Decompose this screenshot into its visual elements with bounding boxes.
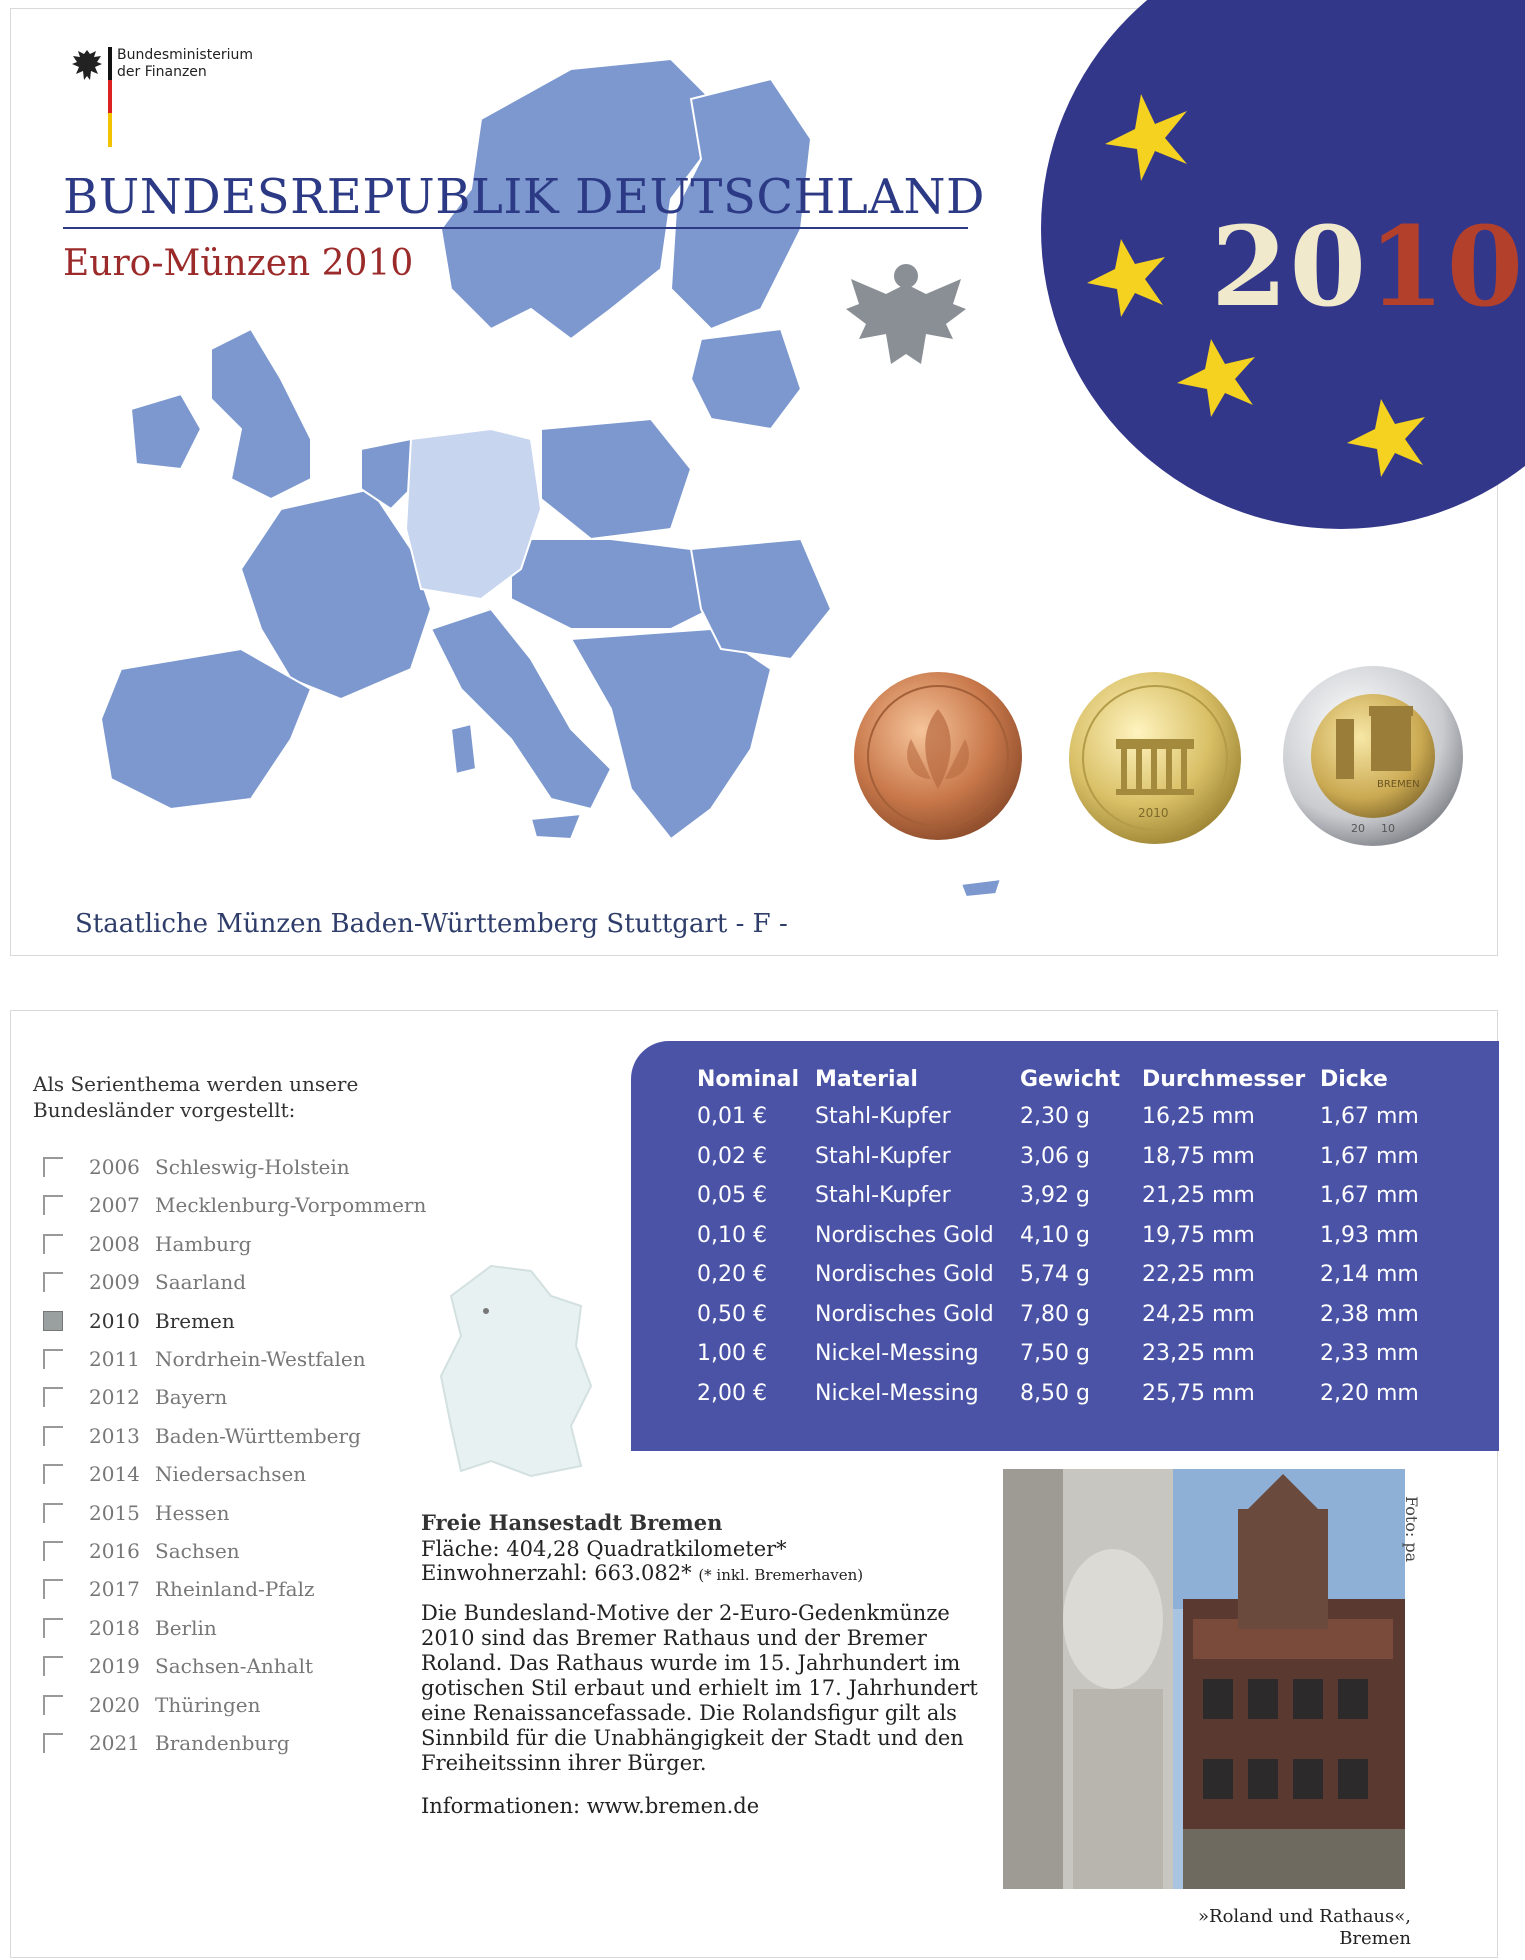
cell-weight: 7,80 g — [1020, 1301, 1090, 1327]
series-year: 2013 — [89, 1423, 140, 1448]
checkbox — [43, 1387, 63, 1407]
series-state: Nordrhein-Westfalen — [155, 1347, 366, 1371]
state-info-link[interactable]: Informationen: www.bremen.de — [421, 1794, 760, 1818]
cell-nominal: 0,02 € — [697, 1143, 767, 1169]
cell-material: Stahl-Kupfer — [815, 1143, 951, 1169]
year-part-1: 20 — [1211, 202, 1369, 331]
coin-2-euro-bremen — [1281, 664, 1466, 849]
photo-credit: Foto: pa — [1402, 1496, 1421, 1563]
state-population-line — [421, 1561, 981, 1587]
coin-bremen-label: BREMEN — [1377, 779, 1420, 790]
series-state: Bremen — [155, 1308, 235, 1333]
series-state: Rheinland-Pfalz — [155, 1577, 315, 1602]
series-state: Saarland — [155, 1270, 247, 1295]
photo-caption — [1091, 1906, 1411, 1950]
table-row — [697, 1334, 1430, 1374]
map-cyprus — [961, 879, 1001, 897]
cell-nominal: 0,10 € — [697, 1222, 767, 1248]
cell-weight: 3,92 g — [1020, 1183, 1090, 1209]
ministry-line-2: der Finanzen — [117, 64, 207, 80]
cell-material: Nordisches Gold — [815, 1301, 994, 1327]
table-row — [697, 1295, 1430, 1335]
roland-rathaus-photo — [1003, 1469, 1405, 1889]
checkbox — [43, 1234, 63, 1254]
star-icon — [1347, 399, 1425, 477]
series-intro: Als Serienthema werden unsere Bundesländer vorgestellt: — [33, 1072, 359, 1122]
series-state: Mecklenburg-Vorpommern — [155, 1193, 427, 1218]
series-year: 2006 — [89, 1155, 140, 1179]
coin-20-year: 2010 — [1138, 806, 1169, 820]
state-area: Fläche: 404,28 Quadratkilometer* — [421, 1537, 787, 1561]
ministry-line-1: Bundesministerium — [117, 47, 253, 63]
table-row — [697, 1216, 1430, 1256]
front-cover — [10, 8, 1525, 956]
cell-thickness: 2,33 mm — [1320, 1341, 1419, 1367]
title-divider — [63, 227, 968, 229]
star-icon — [1087, 239, 1165, 317]
cell-thickness: 1,67 mm — [1320, 1104, 1419, 1130]
cell-thickness: 1,93 mm — [1320, 1222, 1419, 1248]
cell-diameter: 24,25 mm — [1142, 1301, 1255, 1327]
cell-thickness: 2,20 mm — [1320, 1380, 1419, 1406]
cell-weight: 8,50 g — [1020, 1380, 1090, 1406]
caption-line-1: »Roland und Rathaus«, — [1198, 1906, 1411, 1927]
checkbox — [43, 1656, 63, 1676]
series-state: Sachsen — [155, 1539, 240, 1563]
checkbox — [43, 1579, 63, 1599]
table-row — [697, 1097, 1430, 1137]
checkbox — [43, 1426, 63, 1446]
table-row — [697, 1176, 1430, 1216]
cell-diameter: 23,25 mm — [1142, 1341, 1255, 1367]
state-population-note: (* inkl. Bremerhaven) — [698, 1566, 864, 1584]
checkbox — [43, 1695, 63, 1715]
table-row — [697, 1137, 1430, 1177]
series-year: 2012 — [89, 1385, 140, 1410]
checkbox — [43, 1349, 63, 1369]
germany-map — [431, 1256, 601, 1486]
cell-weight: 7,50 g — [1020, 1341, 1090, 1367]
cell-material: Nordisches Gold — [815, 1222, 994, 1248]
state-info — [421, 1511, 981, 1818]
state-title: Freie Hansestadt Bremen — [421, 1510, 723, 1535]
cell-thickness: 2,14 mm — [1320, 1262, 1419, 1288]
series-year: 2020 — [89, 1692, 140, 1717]
series-state: Berlin — [155, 1615, 217, 1640]
series-state: Sachsen-Anhalt — [155, 1654, 314, 1679]
cell-diameter: 19,75 mm — [1142, 1222, 1255, 1248]
state-description: Die Bundesland-Motive der 2-Euro-Gedenkmünze 2010 sind das Bremer Rathaus und der Bremer Roland. Das Rathaus wurde im 15. Jahrhundert im gotischen Stil erbaut und erhielt im 17. Jahrhundert eine Renaissancefassade. Die Rolandsfigur gilt als Sinnbild für die Unabhängigkeit der Stadt und den Freiheitssinn ihrer Bürger. — [421, 1601, 978, 1775]
specs-header-row — [697, 1061, 1430, 1097]
checkbox — [43, 1464, 63, 1484]
series-year: 2018 — [89, 1615, 140, 1640]
checkbox — [43, 1733, 63, 1753]
cell-diameter: 16,25 mm — [1142, 1104, 1255, 1130]
checkbox — [43, 1157, 63, 1177]
map-iberia — [101, 649, 311, 809]
map-balkans — [571, 629, 771, 839]
col-diameter: Durchmesser — [1142, 1066, 1306, 1092]
specs-table — [697, 1061, 1430, 1413]
cell-material: Stahl-Kupfer — [815, 1183, 951, 1209]
series-year: 2009 — [89, 1270, 140, 1295]
cell-nominal: 0,05 € — [697, 1183, 767, 1209]
col-weight: Gewicht — [1020, 1066, 1121, 1092]
cell-weight: 4,10 g — [1020, 1222, 1090, 1248]
series-state: Hessen — [155, 1500, 230, 1525]
checkbox — [43, 1618, 63, 1638]
cell-thickness: 1,67 mm — [1320, 1183, 1419, 1209]
table-row — [697, 1255, 1430, 1295]
checkbox — [43, 1272, 63, 1292]
series-state: Baden-Württemberg — [155, 1423, 361, 1448]
cell-nominal: 2,00 € — [697, 1380, 767, 1406]
cell-material: Nordisches Gold — [815, 1262, 994, 1288]
map-uk — [211, 329, 311, 499]
cell-material: Nickel-Messing — [815, 1380, 979, 1406]
series-year: 2017 — [89, 1577, 140, 1602]
cell-nominal: 0,20 € — [697, 1262, 767, 1288]
coin-year-left: 20 — [1351, 822, 1365, 835]
page-title: BUNDESREPUBLIK DEUTSCHLAND — [63, 169, 985, 225]
state-population: Einwohnerzahl: 663.082* — [421, 1561, 692, 1585]
year-part-2: 10 — [1368, 202, 1525, 331]
cell-material: Nickel-Messing — [815, 1341, 979, 1367]
back-cover — [10, 1010, 1498, 1958]
checkbox — [43, 1503, 63, 1523]
cell-weight: 2,30 g — [1020, 1104, 1090, 1130]
series-state: Niedersachsen — [155, 1462, 307, 1487]
series-year: 2019 — [89, 1654, 140, 1679]
cell-diameter: 21,25 mm — [1142, 1183, 1255, 1209]
cell-weight: 5,74 g — [1020, 1262, 1090, 1288]
table-row — [697, 1374, 1430, 1414]
coin-year-right: 10 — [1381, 822, 1395, 835]
cell-nominal: 1,00 € — [697, 1341, 767, 1367]
series-state: Thüringen — [155, 1692, 261, 1717]
map-baltics — [691, 329, 801, 429]
series-state: Bayern — [155, 1385, 228, 1410]
series-year: 2010 — [89, 1308, 140, 1333]
star-icon — [1105, 94, 1187, 181]
map-poland — [541, 419, 691, 539]
cell-diameter: 18,75 mm — [1142, 1143, 1255, 1169]
map-sicily — [531, 814, 581, 839]
cell-weight: 3,06 g — [1020, 1143, 1090, 1169]
series-year: 2015 — [89, 1500, 140, 1525]
map-ireland — [131, 394, 201, 469]
series-year: 2008 — [89, 1231, 140, 1256]
cell-thickness: 1,67 mm — [1320, 1143, 1419, 1169]
checkbox-checked — [43, 1311, 63, 1331]
series-year: 2016 — [89, 1539, 140, 1563]
federal-eagle-icon — [841, 254, 971, 374]
page-subtitle: Euro-Münzen 2010 — [63, 243, 414, 284]
series-year: 2007 — [89, 1193, 140, 1218]
col-nominal: Nominal — [697, 1066, 800, 1092]
cell-diameter: 22,25 mm — [1142, 1262, 1255, 1288]
checkbox — [43, 1541, 63, 1561]
series-year: 2011 — [89, 1347, 140, 1371]
checkbox — [43, 1195, 63, 1215]
coin-5-cent — [851, 669, 1026, 844]
cell-nominal: 0,50 € — [697, 1301, 767, 1327]
star-icon — [1177, 339, 1255, 417]
series-state: Brandenburg — [155, 1731, 290, 1755]
caption-line-2: Bremen — [1339, 1928, 1411, 1949]
series-state: Schleswig-Holstein — [155, 1155, 350, 1179]
bremen-marker-icon — [483, 1308, 489, 1314]
cell-nominal: 0,01 € — [697, 1104, 767, 1130]
year-badge — [1211, 202, 1525, 331]
col-material: Material — [815, 1066, 918, 1092]
series-year: 2014 — [89, 1462, 140, 1487]
mint-name: Staatliche Münzen Baden-Württemberg Stuttgart - F - — [75, 909, 788, 939]
series-year: 2021 — [89, 1731, 140, 1755]
cell-thickness: 2,38 mm — [1320, 1301, 1419, 1327]
map-sardinia — [451, 724, 476, 774]
series-state: Hamburg — [155, 1231, 252, 1256]
cell-diameter: 25,75 mm — [1142, 1380, 1255, 1406]
col-thickness: Dicke — [1320, 1066, 1388, 1092]
cell-material: Stahl-Kupfer — [815, 1104, 951, 1130]
coin-20-cent — [1066, 669, 1244, 847]
